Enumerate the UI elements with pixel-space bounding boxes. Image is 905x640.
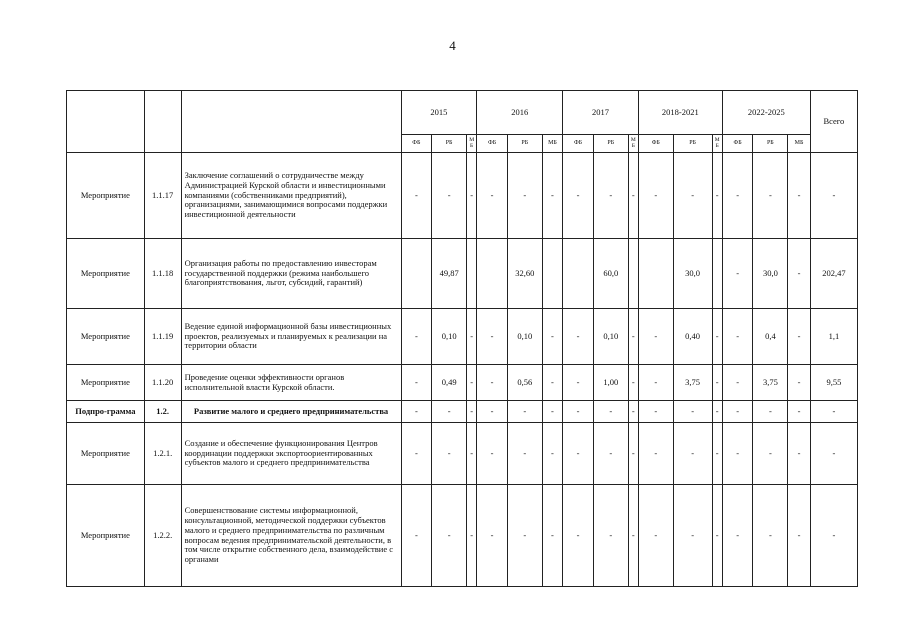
value-cell: - [507,485,542,587]
row-code: 1.2.2. [144,485,181,587]
budget-subheader: РБ [753,135,788,153]
value-cell: - [507,153,542,239]
header-type-cell [67,91,145,153]
row-code: 1.2. [144,401,181,423]
value-cell: - [722,423,753,485]
year-header: 2022-2025 [722,91,810,135]
value-cell: - [628,365,638,401]
budget-subheader: ФБ [722,135,753,153]
row-total: - [810,423,857,485]
value-cell: - [477,485,508,587]
row-name: Организация работы по предоставлению инвесторам государственной поддержки (режима наибольшего благоприятствования, льгот, субсидий, гарантий) [181,239,401,309]
value-cell: - [467,365,477,401]
table-row [67,401,858,423]
value-cell: 32,60 [507,239,542,309]
row-total: - [810,401,857,423]
value-cell: - [563,485,594,587]
value-cell: - [467,401,477,423]
value-cell: - [673,401,712,423]
value-cell [467,239,477,309]
value-cell: - [712,423,722,485]
row-type: Мероприятие [67,485,145,587]
row-type: Мероприятие [67,365,145,401]
value-cell [638,239,673,309]
budget-subheader: ФБ [563,135,594,153]
value-cell: 0,10 [593,309,628,365]
value-cell: - [477,153,508,239]
value-cell: - [722,401,753,423]
value-cell: - [542,365,562,401]
value-cell: - [722,309,753,365]
value-cell: - [401,365,432,401]
budget-subheader: РБ [673,135,712,153]
value-cell: - [477,423,508,485]
value-cell: - [712,153,722,239]
table-row [67,239,858,309]
row-name: Создание и обеспечение функционирования Центров координации поддержки экспортоориентированных субъектов малого и среднего предпринимательства [181,423,401,485]
value-cell [628,239,638,309]
table-body [67,153,858,587]
row-code: 1.1.18 [144,239,181,309]
table-row [67,365,858,401]
value-cell: - [628,423,638,485]
budget-subheader: М Б [467,135,477,153]
value-cell: 0,10 [432,309,467,365]
value-cell: - [788,365,811,401]
value-cell: - [788,153,811,239]
value-cell: - [401,423,432,485]
row-code: 1.1.20 [144,365,181,401]
value-cell: - [628,401,638,423]
value-cell [563,239,594,309]
value-cell: - [788,239,811,309]
value-cell: - [542,485,562,587]
value-cell: - [542,153,562,239]
value-cell: - [628,485,638,587]
row-total: 9,55 [810,365,857,401]
value-cell: - [788,485,811,587]
value-cell: - [593,153,628,239]
value-cell: 1,00 [593,365,628,401]
budget-subheader: МБ [542,135,562,153]
value-cell [712,239,722,309]
table-row [67,153,858,239]
row-type: Подпро-грамма [67,401,145,423]
value-cell: - [628,309,638,365]
value-cell: - [507,423,542,485]
value-cell: - [722,485,753,587]
value-cell: - [563,309,594,365]
value-cell: - [563,423,594,485]
page-number: 4 [449,38,456,53]
value-cell: 0,10 [507,309,542,365]
row-name: Заключение соглашений о сотрудничестве между Администрацией Курской области и инвестиционными компаниями (собственниками предприятий), организациями, занимающимися вопросами поддержки инвестиционной деятельности [181,153,401,239]
value-cell: - [638,365,673,401]
value-cell: - [712,485,722,587]
value-cell: 0,40 [673,309,712,365]
value-cell: - [563,401,594,423]
value-cell: - [467,485,477,587]
value-cell: - [788,423,811,485]
table-row [67,309,858,365]
value-cell: - [467,423,477,485]
total-header: Всего [810,91,857,153]
budget-subheader: М Б [628,135,638,153]
row-type: Мероприятие [67,309,145,365]
header-name-cell [181,91,401,153]
value-cell: - [467,309,477,365]
value-cell: - [788,309,811,365]
value-cell: 60,0 [593,239,628,309]
budget-subheader: РБ [593,135,628,153]
value-cell: - [542,423,562,485]
value-cell: 3,75 [673,365,712,401]
value-cell: 3,75 [753,365,788,401]
value-cell: - [638,423,673,485]
value-cell: - [542,309,562,365]
row-name: Проведение оценки эффективности органов исполнительной власти Курской области. [181,365,401,401]
value-cell: - [712,401,722,423]
header-code-cell [144,91,181,153]
row-type: Мероприятие [67,239,145,309]
value-cell: - [712,365,722,401]
value-cell: - [467,153,477,239]
value-cell: 49,87 [432,239,467,309]
value-cell: - [638,401,673,423]
value-cell: - [542,401,562,423]
value-cell [542,239,562,309]
value-cell: - [401,401,432,423]
value-cell: - [432,485,467,587]
value-cell: - [432,401,467,423]
value-cell: - [593,423,628,485]
row-code: 1.2.1. [144,423,181,485]
budget-subheader: ФБ [477,135,508,153]
value-cell [477,239,508,309]
value-cell: - [401,485,432,587]
row-code: 1.1.19 [144,309,181,365]
value-cell: - [507,401,542,423]
budget-subheader: МБ [788,135,811,153]
row-total: 1,1 [810,309,857,365]
value-cell: - [477,309,508,365]
year-header: 2015 [401,91,477,135]
table-row [67,423,858,485]
value-cell: 0,4 [753,309,788,365]
value-cell: - [477,401,508,423]
row-name: Ведение единой информационной базы инвестиционных проектов, реализуемых и планируемых к реализации на территории области [181,309,401,365]
value-cell: - [638,485,673,587]
budget-table [66,90,858,587]
value-cell: - [673,485,712,587]
budget-subheader: РБ [432,135,467,153]
row-total: - [810,485,857,587]
row-total: - [810,153,857,239]
value-cell: - [673,423,712,485]
value-cell: - [638,153,673,239]
year-header: 2018-2021 [638,91,722,135]
value-cell: - [563,153,594,239]
value-cell: - [563,365,594,401]
value-cell: - [477,365,508,401]
value-cell: - [401,309,432,365]
value-cell: - [722,365,753,401]
value-cell: - [628,153,638,239]
row-name: Развитие малого и среднего предпринимательства [181,401,401,423]
value-cell: - [673,153,712,239]
budget-subheader: ФБ [401,135,432,153]
value-cell: - [753,423,788,485]
value-cell: - [712,309,722,365]
budget-subheader: РБ [507,135,542,153]
value-cell: - [432,423,467,485]
value-cell: - [753,401,788,423]
value-cell: - [432,153,467,239]
row-type: Мероприятие [67,153,145,239]
value-cell: - [593,485,628,587]
value-cell: - [722,153,753,239]
value-cell: - [753,153,788,239]
value-cell: - [788,401,811,423]
value-cell: - [722,239,753,309]
budget-subheader: М Б [712,135,722,153]
value-cell: 30,0 [673,239,712,309]
year-header-row [67,91,858,135]
row-code: 1.1.17 [144,153,181,239]
row-name: Совершенствование системы информационной, консультационной, методической поддержки субъектов малого и среднего предпринимательства по различным вопросам ведения предпринимательской деятельности, в том числе открытие собственного дела, взаимодействие с органами [181,485,401,587]
row-type: Мероприятие [67,423,145,485]
value-cell: - [401,153,432,239]
year-header: 2017 [563,91,639,135]
value-cell: 30,0 [753,239,788,309]
value-cell: - [638,309,673,365]
value-cell [401,239,432,309]
row-total: 202,47 [810,239,857,309]
year-header: 2016 [477,91,563,135]
value-cell: - [593,401,628,423]
value-cell: - [753,485,788,587]
table-row [67,485,858,587]
budget-subheader: ФБ [638,135,673,153]
value-cell: 0,56 [507,365,542,401]
value-cell: 0,49 [432,365,467,401]
